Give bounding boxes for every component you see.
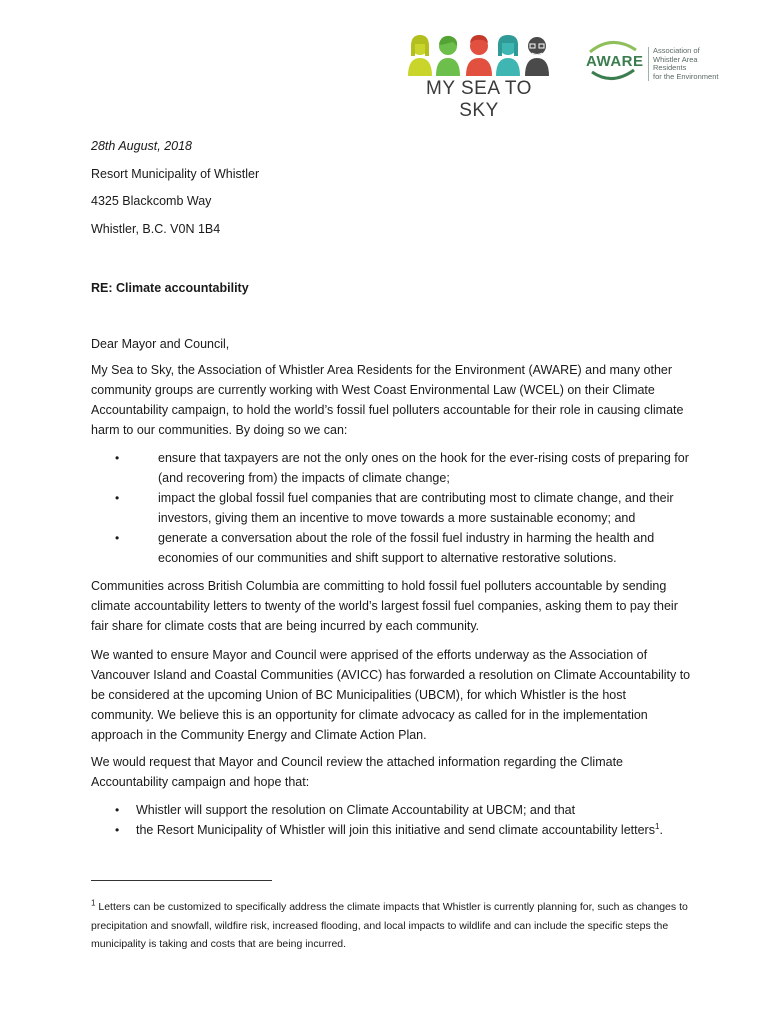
list-item [91,820,691,840]
list-item-text: generate a conversation about the role of the fossil fuel industry in harming the health and economies of our communities and shift support to alternative restorative solutions. [158,531,655,565]
bullet-glyph: • [115,491,120,505]
paragraph-request: We would request that Mayor and Council review the attached information regarding the Climate Accountability campaign and hope that: [91,755,623,789]
people-icons [404,32,554,78]
aware-logo [582,38,732,82]
footnote-reference: 1 [654,821,660,831]
paragraph-communities: Communities across British Columbia are committing to hold fossil fuel polluters accountable by sending climate accountability letters to twenty of the world’s largest fossil fuel companies, asking them to pay their fair share for climate costs that are being incurred by each community. [91,579,678,633]
my-sea-to-sky-wordmark: MY SEA TO SKY [426,78,532,121]
salutation: Dear Mayor and Council, [91,337,230,351]
aware-desc-line-1: Association of [653,46,700,55]
subject-line: RE: Climate accountability [91,281,249,295]
aware-description [648,47,731,81]
list-item-text: ensure that taxpayers are not the only ones on the hook for the ever-rising costs of preparing for (and recovering from) the impacts of climate change; [158,451,689,485]
address-line-1: Resort Municipality of Whistler [91,167,260,181]
bullet-glyph: • [115,531,120,545]
footnote [91,898,691,954]
request-list [91,800,691,840]
bullet-glyph: • [115,803,120,817]
address-line-2: 4325 Blackcomb Way [91,194,212,208]
address-line-3: Whistler, B.C. V0N 1B4 [91,222,221,236]
benefits-list [91,448,691,568]
my-sea-to-sky-logo [404,32,554,121]
footnote-text: Letters can be customized to specifically address the climate impacts that Whistler is currently planning for, such as changes to precipitation and snowfall, wildfire risk, increased flooding, and local impacts to wildlife and can include the specific steps the municipality is taking and costs that are being incurred. [91,901,688,950]
list-item [91,800,691,820]
list-item [91,488,691,528]
footnote-marker: 1 [91,898,96,908]
aware-wordmark: AWARE [586,53,644,70]
aware-desc-line-2: Whistler Area Residents [653,54,698,72]
list-item [91,528,691,568]
list-item-text: impact the global fossil fuel companies that are contributing most to climate change, and their investors, giving them an incentive to move towards a more sustainable economy; and [158,491,674,525]
bullet-glyph: • [115,451,120,465]
list-item [91,448,691,488]
letter-date: 28th August, 2018 [91,139,193,153]
footnote-divider [91,880,272,881]
paragraph-avicc: We wanted to ensure Mayor and Council were apprised of the efforts underway as the Association of Vancouver Island and Coastal Communities (AVICC) has forwarded a resolution on Climate Accountability to be considered at the upcoming Union of BC Municipalities (UBCM), for which Whistler is the host community. We believe this is an opportunity for climate advocacy as called for in the implementation approach in the Community Energy and Climate Action Plan. [91,648,691,742]
aware-desc-line-3: for the Environment [653,71,719,81]
bullet-glyph: • [115,823,120,837]
list-item-tail: . [659,823,663,837]
paragraph-intro: My Sea to Sky, the Association of Whistler Area Residents for the Environment (AWARE) and many other community groups are currently working with West Coast Environmental Law (WCEL) on their Climate Accountability campaign, to hold the world’s fossil fuel polluters accountable for their role in causing climate harm to our communities. By doing so we can: [91,363,684,437]
list-item-text: Whistler will support the resolution on Climate Accountability at UBCM; and that [136,803,576,817]
list-item-text: the Resort Municipality of Whistler will join this initiative and send climate accountability letters [136,823,655,837]
